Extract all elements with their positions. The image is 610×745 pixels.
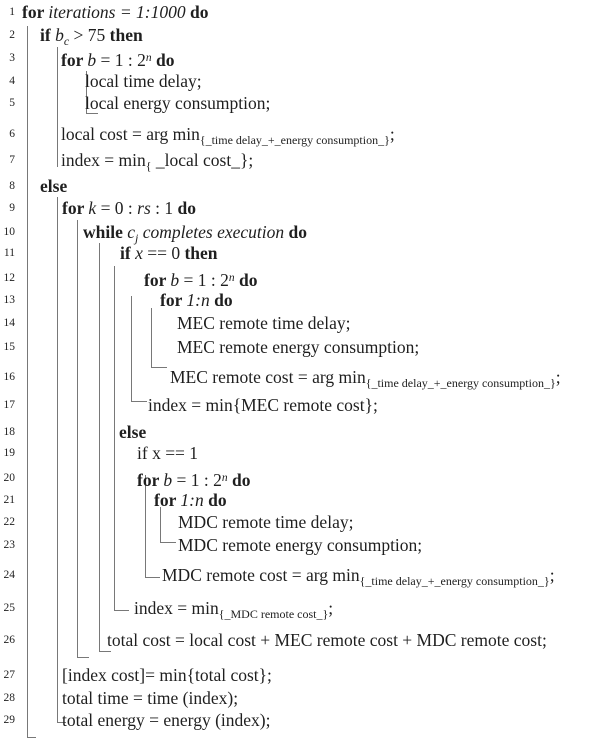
code-segment: total energy = energy (index); (62, 710, 271, 730)
code-segment: MDC remote cost = arg min (162, 565, 360, 585)
line-number: 17 (3, 399, 15, 411)
code-text (178, 532, 422, 558)
code-line (0, 310, 610, 336)
code-segment: do (156, 50, 175, 70)
code-segment: total cost = local cost + MEC remote cost + MDC remote cost; (107, 630, 547, 650)
code-segment: n (145, 52, 152, 64)
code-segment: MDC remote time delay; (178, 512, 354, 532)
code-segment: n (228, 272, 235, 284)
code-line (0, 147, 610, 173)
code-line (0, 627, 610, 653)
code-segment: iterations = 1:1000 (48, 2, 186, 22)
code-segment: then (109, 25, 143, 45)
code-segment: if (120, 243, 136, 263)
line-number: 2 (9, 29, 15, 41)
code-segment: 1:n (180, 490, 204, 510)
code-segment: for (22, 2, 49, 22)
code-text (107, 627, 547, 653)
code-text (85, 90, 270, 116)
line-number: 21 (3, 494, 15, 506)
code-segment: b (87, 50, 97, 70)
code-line (0, 532, 610, 558)
code-segment: ; (555, 367, 561, 387)
code-segment: : 1 (150, 198, 178, 218)
code-segment: else (40, 176, 68, 196)
code-segment: for (160, 290, 187, 310)
line-number: 27 (3, 669, 15, 681)
code-text (177, 334, 419, 360)
code-segment: {_time delay_+_energy consumption_} (359, 574, 550, 588)
code-segment: _local cost_}; (151, 150, 254, 170)
code-segment: local energy consumption; (85, 93, 271, 113)
code-segment: do (239, 270, 258, 290)
line-number: 3 (9, 52, 15, 64)
code-line (0, 562, 610, 588)
code-segment: if (40, 25, 56, 45)
line-number: 25 (3, 602, 15, 614)
line-number: 20 (3, 472, 15, 484)
line-number: 9 (9, 202, 15, 214)
code-segment: b (170, 270, 180, 290)
code-line (0, 392, 610, 418)
code-segment: else (119, 422, 147, 442)
line-number: 8 (9, 180, 15, 192)
code-segment: do (208, 490, 227, 510)
line-number: 18 (3, 426, 15, 438)
code-segment: while (83, 222, 128, 242)
code-segment: local time delay; (85, 71, 202, 91)
line-number: 14 (3, 317, 15, 329)
code-segment: = 1 : 2 (179, 270, 229, 290)
line-number: 13 (3, 294, 15, 306)
code-segment: b (163, 470, 173, 490)
line-number: 4 (9, 75, 15, 87)
code-segment: index = min (134, 598, 219, 618)
code-segment: MEC remote cost = arg min (170, 367, 366, 387)
code-segment: local cost = arg min (61, 124, 200, 144)
code-segment: do (177, 198, 197, 218)
code-segment: for (154, 490, 181, 510)
code-line (0, 121, 610, 147)
code-segment: = 1 : 2 (172, 470, 222, 490)
code-segment: > 75 (69, 25, 110, 45)
code-segment: do (190, 2, 209, 22)
code-segment: c (127, 222, 136, 242)
code-segment: {_time delay_+_energy consumption_} (365, 376, 556, 390)
code-text (137, 440, 198, 466)
code-segment: MDC remote energy consumption; (178, 535, 423, 555)
code-segment: do (288, 222, 308, 242)
line-number: 16 (3, 371, 15, 383)
code-segment: = 0 : (96, 198, 138, 218)
code-segment: {_time delay_+_energy consumption_} (199, 133, 390, 147)
line-number: 12 (3, 272, 15, 284)
code-line (0, 364, 610, 390)
code-segment: { (145, 159, 152, 173)
line-number: 11 (3, 247, 15, 259)
code-line (0, 90, 610, 116)
code-segment: n (221, 472, 228, 484)
code-segment: MEC remote energy consumption; (177, 337, 420, 357)
code-segment: {_MDC remote cost_} (218, 607, 329, 621)
line-number: 10 (3, 226, 15, 238)
code-segment: for (137, 470, 164, 490)
code-text (162, 562, 555, 594)
code-line (0, 334, 610, 360)
code-segment: k (88, 198, 97, 218)
code-segment: MEC remote time delay; (177, 313, 351, 333)
code-segment: ; (549, 565, 555, 585)
line-number: 28 (3, 692, 15, 704)
code-segment: c (63, 34, 70, 48)
code-text (148, 392, 378, 418)
code-segment: = 1 : 2 (96, 50, 146, 70)
code-line (0, 440, 610, 466)
code-text (134, 595, 333, 627)
line-number: 22 (3, 516, 15, 528)
code-segment: index = min{MEC remote cost}; (148, 395, 378, 415)
code-segment: for (61, 50, 88, 70)
line-number: 29 (3, 714, 15, 726)
line-number: 15 (3, 341, 15, 353)
code-text (177, 310, 351, 336)
code-segment: b (55, 25, 64, 45)
line-number: 7 (9, 154, 15, 166)
line-number: 1 (9, 6, 15, 18)
line-number: 6 (9, 128, 15, 140)
code-line (0, 195, 610, 221)
code-segment: ; (389, 124, 395, 144)
code-segment: for (144, 270, 171, 290)
code-segment: j (135, 231, 139, 245)
code-segment: then (184, 243, 218, 263)
code-text (62, 195, 196, 221)
code-segment: for (62, 198, 89, 218)
code-text (120, 240, 218, 266)
code-segment: ; (328, 598, 334, 618)
code-text (62, 707, 270, 733)
code-segment: do (214, 290, 233, 310)
code-line (0, 595, 610, 621)
code-segment: completes execution (138, 222, 285, 242)
line-number: 19 (3, 447, 15, 459)
code-segment: == 0 (142, 243, 185, 263)
code-segment: 1:n (186, 290, 210, 310)
line-number: 23 (3, 539, 15, 551)
code-segment: [index cost]= min{total cost}; (62, 665, 272, 685)
code-segment: total time = time (index); (62, 688, 239, 708)
code-segment: index = min (61, 150, 146, 170)
code-line (0, 707, 610, 733)
line-number: 26 (3, 634, 15, 646)
code-segment: rs (137, 198, 151, 218)
code-line (0, 240, 610, 266)
line-number: 24 (3, 569, 15, 581)
code-segment: if x == 1 (137, 443, 199, 463)
code-segment: x (135, 243, 143, 263)
line-number: 5 (9, 97, 15, 109)
code-segment: do (232, 470, 251, 490)
